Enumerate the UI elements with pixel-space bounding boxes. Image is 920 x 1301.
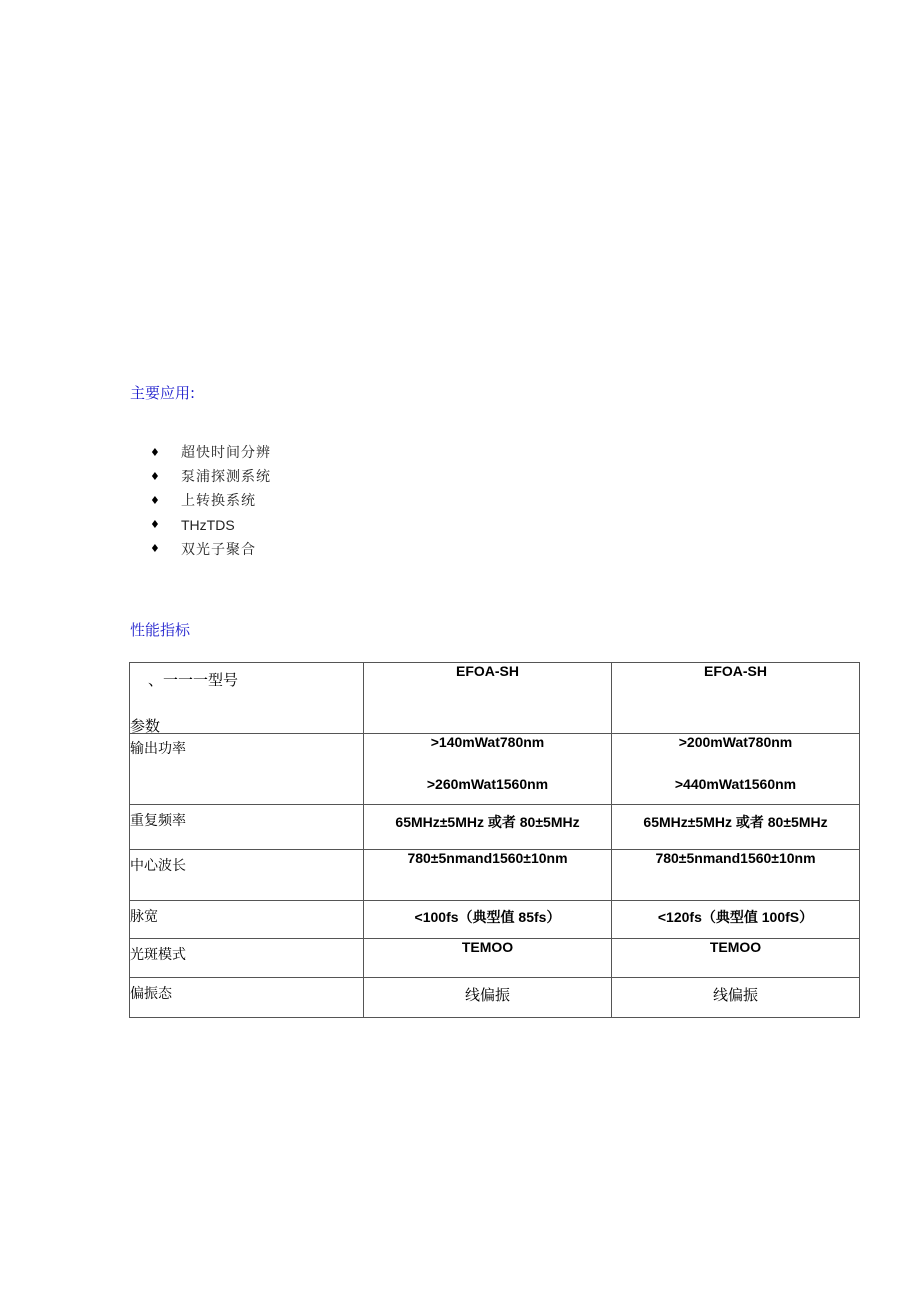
value-cell-a: TEMOO [364, 939, 612, 978]
row-label: 中心波长 [130, 850, 364, 901]
applications-list [150, 440, 271, 561]
list-item [150, 537, 271, 561]
value-line: >200mWat780nm [678, 734, 793, 750]
value-cell-b [612, 734, 860, 805]
row-label: 重复频率 [130, 805, 364, 850]
diamond-bullet-icon: ♦ [150, 493, 160, 507]
diamond-bullet-icon: ♦ [150, 518, 160, 532]
value-cell-b: 65MHz±5MHz 或者 80±5MHz [612, 805, 860, 850]
row-label: 偏振态 [130, 978, 364, 1018]
diamond-bullet-icon: ♦ [150, 445, 160, 459]
value-cell-a: 65MHz±5MHz 或者 80±5MHz [364, 805, 612, 850]
row-label: 光斑模式 [130, 939, 364, 978]
parameter-header-label: 参数 [130, 717, 161, 735]
value-cell-b: 线偏振 [612, 978, 860, 1018]
application-label: 超快时间分辨 [181, 445, 271, 462]
table-row [130, 939, 860, 978]
row-label: 脉宽 [130, 901, 364, 939]
list-item [150, 464, 271, 488]
row-label: 输出功率 [130, 734, 364, 805]
diamond-bullet-icon: ♦ [150, 542, 160, 556]
value-cell-a: 线偏振 [364, 978, 612, 1018]
list-item [150, 440, 271, 464]
value-line: >260mWat1560nm [426, 776, 549, 792]
value-cell-b: TEMOO [612, 939, 860, 978]
application-label: 双光子聚合 [181, 541, 256, 558]
application-label: 上转换系统 [181, 493, 256, 510]
specs-heading: 性能指标 [130, 621, 191, 639]
table-row [130, 805, 860, 850]
value-cell-a: 780±5nmand1560±10nm [364, 850, 612, 901]
model-b-header: EFOA-SH [612, 663, 860, 734]
corner-cell [130, 663, 364, 734]
application-label: THzTDS [181, 516, 235, 533]
model-header-label: 、一一一型号 [148, 671, 239, 689]
diamond-bullet-icon: ♦ [150, 469, 160, 483]
list-item [150, 488, 271, 512]
table-row [130, 901, 860, 939]
value-cell-b: <120fs（典型值 100fS） [612, 901, 860, 939]
table-row [130, 734, 860, 805]
value-line: >140mWat780nm [430, 734, 545, 750]
table-row [130, 978, 860, 1018]
table-header-row [130, 663, 860, 734]
table-row [130, 850, 860, 901]
application-label: 泵浦探测系统 [181, 469, 271, 486]
model-a-header: EFOA-SH [364, 663, 612, 734]
list-item [150, 513, 271, 537]
spec-table [129, 662, 860, 1018]
value-cell-a [364, 734, 612, 805]
value-cell-a: <100fs（典型值 85fs） [364, 901, 612, 939]
value-line: >440mWat1560nm [674, 776, 797, 792]
applications-heading: 主要应用: [130, 384, 196, 402]
value-cell-b: 780±5nmand1560±10nm [612, 850, 860, 901]
